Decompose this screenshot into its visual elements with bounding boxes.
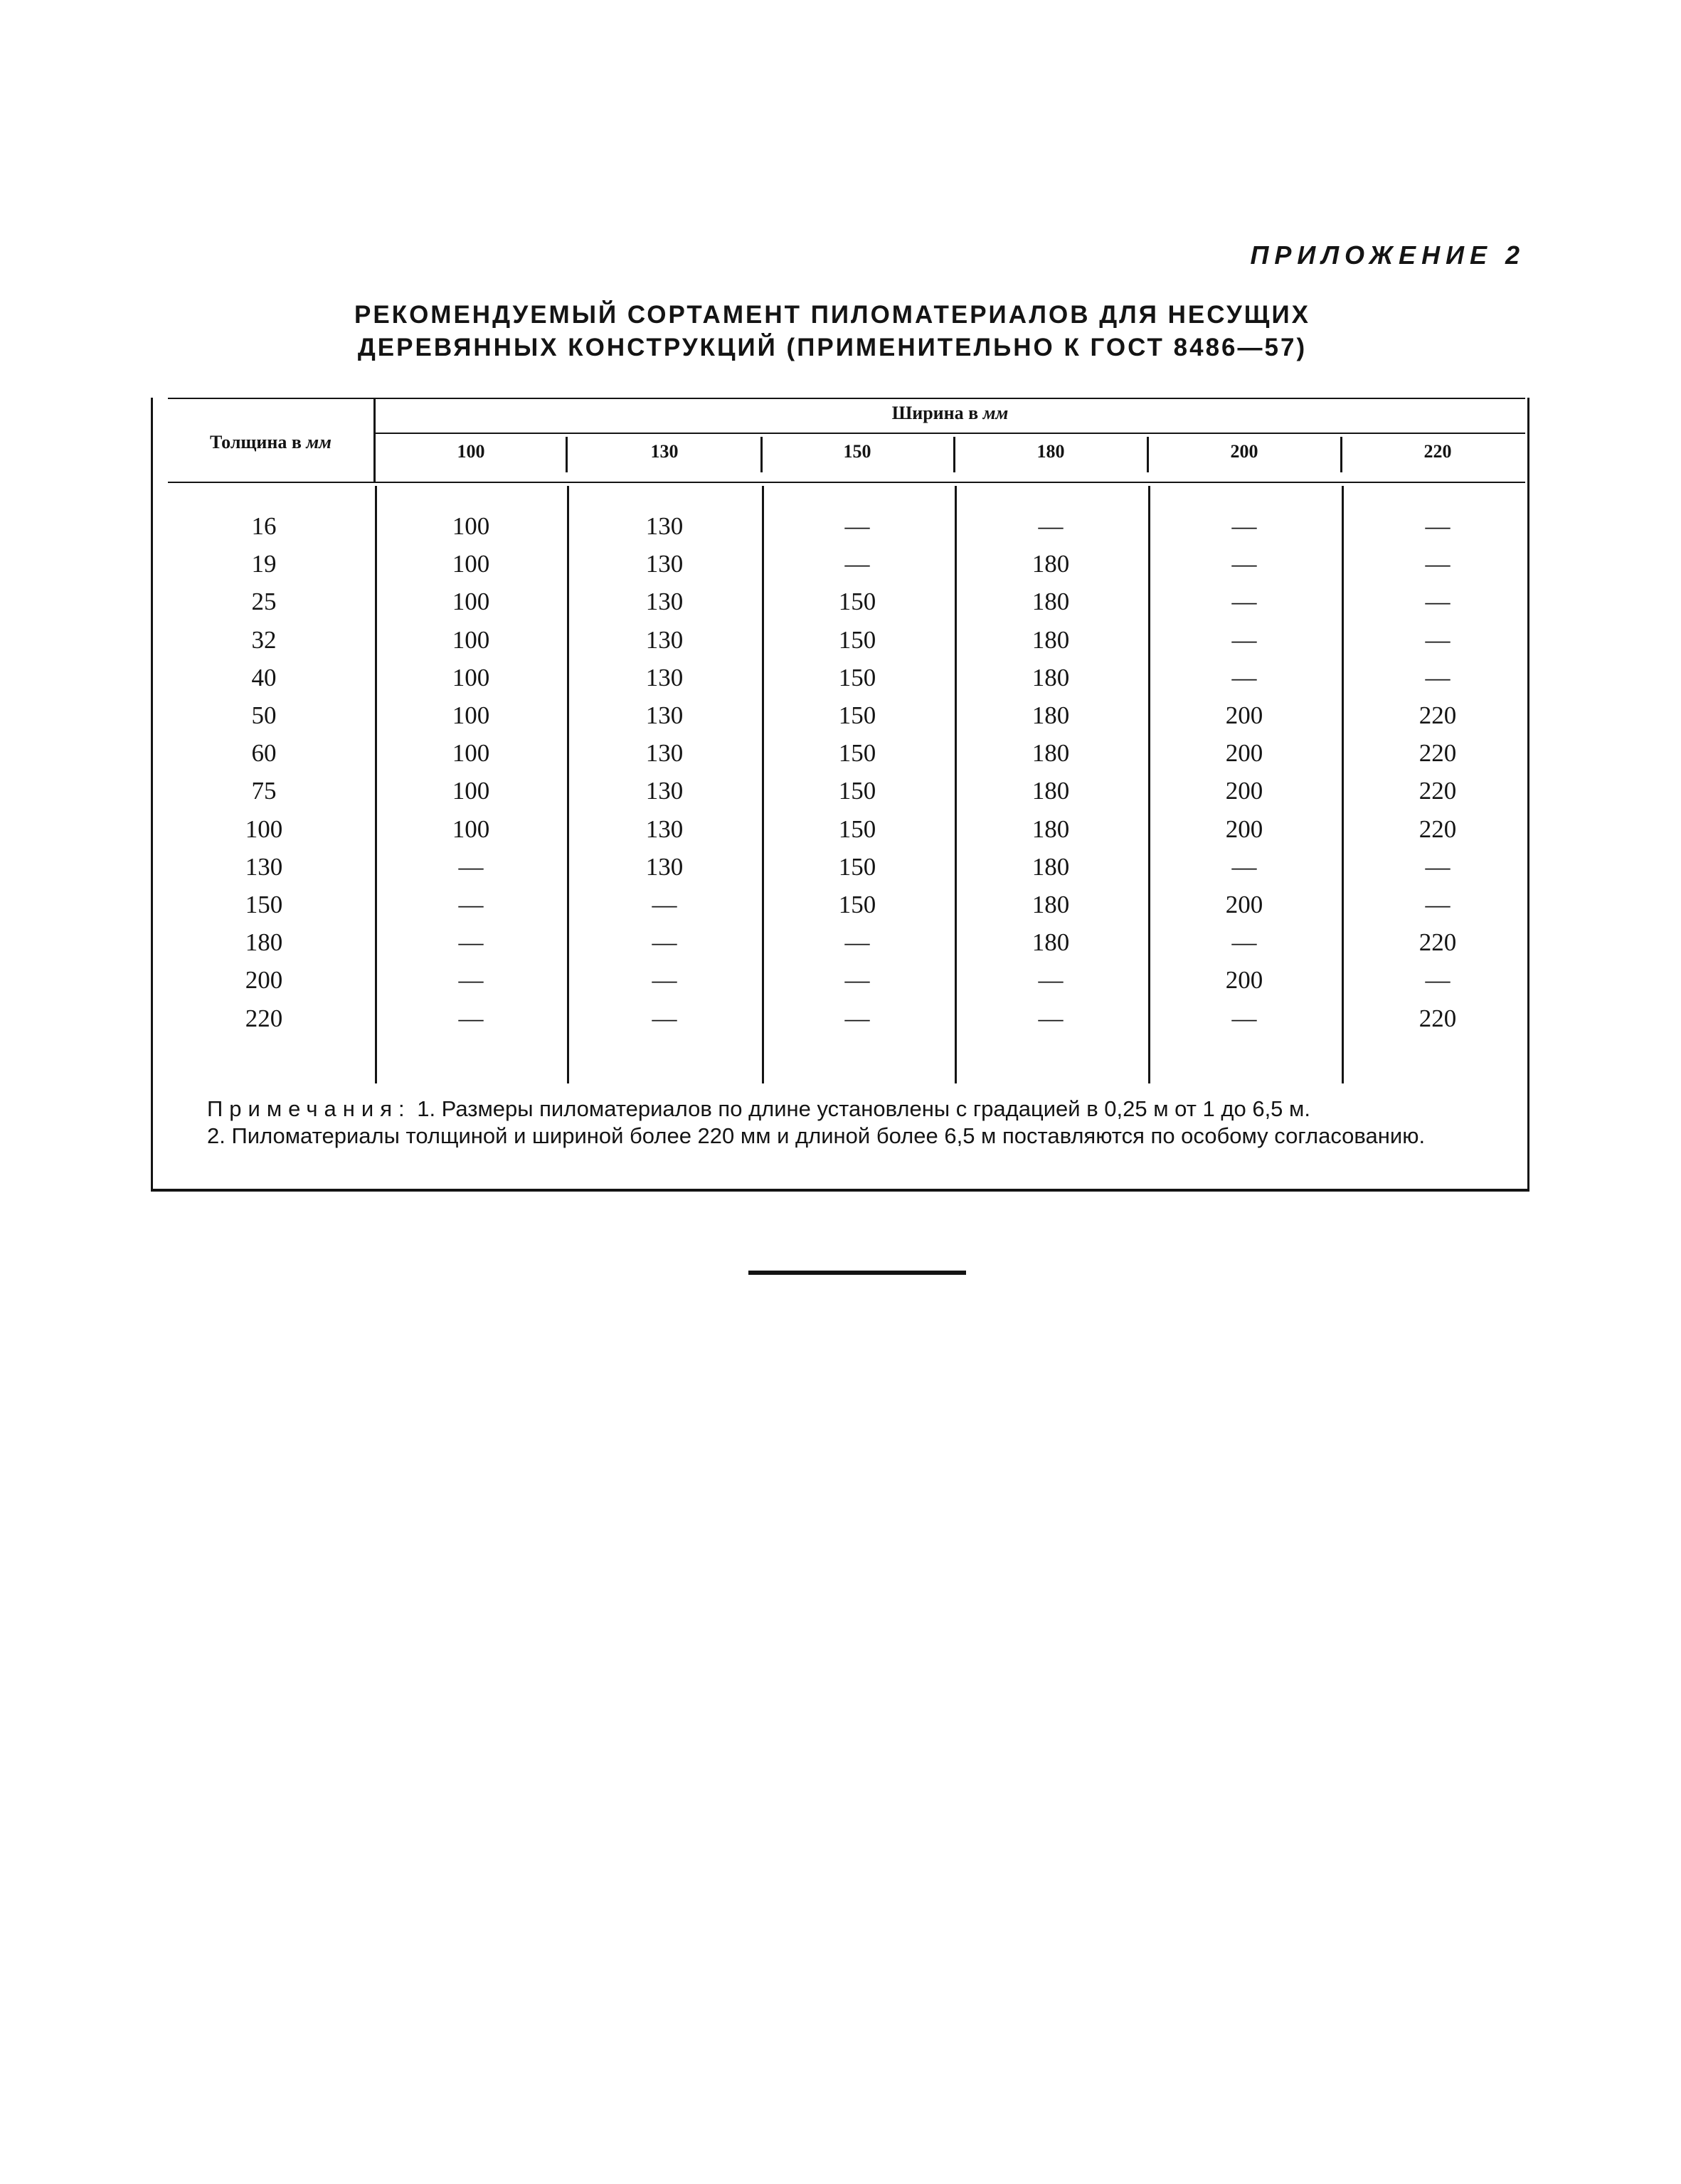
table-cell: 200	[1225, 891, 1263, 918]
table-cell: 200	[1225, 739, 1263, 768]
table-cell: 130	[645, 588, 684, 616]
table-cell: 150	[838, 891, 876, 918]
table-cell: 150	[838, 852, 876, 881]
thickness-header-unit: мм	[306, 432, 332, 452]
table-cell: 200	[1225, 701, 1263, 729]
thickness-value: 100	[245, 815, 283, 843]
width-header-label: Ширина в	[891, 403, 979, 423]
thickness-header-label: Толщина в	[210, 432, 302, 452]
table-cell: 130	[645, 512, 684, 540]
table-cell: —	[1425, 966, 1451, 995]
thickness-value: 130	[245, 852, 283, 881]
column-divider	[953, 437, 955, 472]
table-cell: 100	[452, 512, 490, 540]
table-cell: —	[1425, 588, 1451, 616]
table-cell: 220	[1418, 1004, 1457, 1032]
note-1: 1. Размеры пиломатериалов по длине установлены с градацией в 0,25 м от 1 до 6,5 м.	[417, 1096, 1310, 1121]
table-cell: 130	[645, 550, 684, 578]
table-cell: —	[1231, 852, 1257, 881]
table-top-rule	[168, 398, 1525, 399]
table-cell: 180	[1032, 588, 1070, 616]
table-cell: —	[1425, 852, 1451, 881]
table-cell: 100	[452, 815, 490, 843]
table-cell: 130	[645, 815, 684, 843]
page-title	[285, 299, 1380, 364]
table-cell: —	[844, 928, 870, 957]
table-cell: —	[1231, 625, 1257, 654]
table-cell: 180	[1032, 777, 1070, 805]
width-header-rule	[375, 433, 1525, 434]
width-column-header: 220	[1423, 441, 1452, 462]
table-cell: 100	[452, 625, 490, 654]
column-divider	[1340, 437, 1342, 472]
notes-label: Примечания:	[207, 1096, 411, 1121]
table-cell: 150	[838, 588, 876, 616]
width-column-header: 200	[1230, 441, 1258, 462]
table-cell: —	[844, 550, 870, 578]
table-cell: 100	[452, 701, 490, 729]
column-divider	[762, 486, 764, 1083]
table-cell: —	[844, 512, 870, 540]
end-rule	[748, 1271, 966, 1275]
header-bottom-rule	[168, 482, 1525, 483]
thickness-value: 60	[251, 739, 277, 768]
table-cell: —	[1038, 966, 1064, 995]
table-cell: —	[458, 891, 484, 918]
table-cell: 150	[838, 625, 876, 654]
table-cell: 130	[645, 625, 684, 654]
column-divider	[760, 437, 763, 472]
table-cell: 220	[1418, 928, 1457, 957]
appendix-label: ПРИЛОЖЕНИЕ 2	[1250, 240, 1525, 270]
table-cell: 100	[452, 550, 490, 578]
table-cell: 180	[1032, 701, 1070, 729]
column-divider	[955, 486, 957, 1083]
thickness-header	[168, 432, 373, 453]
table-cell: 180	[1032, 928, 1070, 957]
table-cell: —	[1425, 512, 1451, 540]
table-cell: —	[844, 1004, 870, 1032]
table-cell: —	[458, 852, 484, 881]
table-cell: 130	[645, 739, 684, 768]
table-cell: 150	[838, 663, 876, 691]
table-cell: 130	[645, 852, 684, 881]
table-cell: —	[652, 1004, 677, 1032]
thickness-value: 16	[251, 512, 277, 540]
table-cell: 100	[452, 588, 490, 616]
table-cell: 200	[1225, 966, 1263, 995]
width-header-unit: мм	[982, 403, 1009, 423]
thickness-value: 200	[245, 966, 283, 995]
table-cell: —	[652, 891, 677, 918]
table-cell: 180	[1032, 852, 1070, 881]
thickness-value: 40	[251, 663, 277, 691]
table-cell: 180	[1032, 625, 1070, 654]
title-line-1: РЕКОМЕНДУЕМЫЙ СОРТАМЕНТ ПИЛОМАТЕРИАЛОВ ДЛЯ НЕСУЩИХ	[354, 301, 1310, 329]
table-cell: —	[458, 928, 484, 957]
thickness-value: 150	[245, 891, 283, 918]
table-cell: 150	[838, 701, 876, 729]
table-cell: —	[844, 966, 870, 995]
column-divider	[567, 486, 569, 1083]
table-cell: 150	[838, 739, 876, 768]
table-cell: 100	[452, 663, 490, 691]
table-cell: 130	[645, 663, 684, 691]
title-line-2: ДЕРЕВЯННЫХ КОНСТРУКЦИЙ (ПРИМЕНИТЕЛЬНО К ГОСТ 8486—57)	[357, 334, 1308, 361]
width-column-header: 180	[1036, 441, 1065, 462]
table-cell: 180	[1032, 815, 1070, 843]
note-2: 2. Пиломатериалы толщиной и шириной более 220 мм и длиной более 6,5 м поставляются по особому согласованию.	[207, 1123, 1426, 1148]
table-cell: 180	[1032, 550, 1070, 578]
thickness-value: 50	[251, 701, 277, 729]
table-cell: —	[652, 966, 677, 995]
table-cell: —	[1231, 588, 1257, 616]
table-cell: 100	[452, 739, 490, 768]
column-divider	[1342, 486, 1344, 1083]
width-column-header: 100	[457, 441, 485, 462]
thickness-value: 180	[245, 928, 283, 957]
width-header	[375, 403, 1525, 424]
table-cell: —	[652, 928, 677, 957]
column-divider	[1147, 437, 1149, 472]
table-cell: —	[1425, 891, 1451, 918]
table-cell: 220	[1418, 815, 1457, 843]
table-cell: —	[458, 966, 484, 995]
table-cell: —	[1231, 550, 1257, 578]
table-cell: 180	[1032, 663, 1070, 691]
table-cell: —	[1231, 512, 1257, 540]
table-cell: —	[1038, 512, 1064, 540]
column-divider	[566, 437, 568, 472]
table-cell: 130	[645, 701, 684, 729]
thickness-value: 19	[251, 550, 277, 578]
table-cell: 220	[1418, 739, 1457, 768]
thickness-value: 220	[245, 1004, 283, 1032]
width-column-header: 150	[843, 441, 871, 462]
thickness-value: 75	[251, 777, 277, 805]
thickness-value: 25	[251, 588, 277, 616]
table-cell: 200	[1225, 815, 1263, 843]
table-cell: —	[1231, 663, 1257, 691]
thickness-value: 32	[251, 625, 277, 654]
table-cell: 150	[838, 777, 876, 805]
table-cell: —	[1425, 663, 1451, 691]
table-cell: 150	[838, 815, 876, 843]
table-cell: —	[1425, 550, 1451, 578]
table-cell: 180	[1032, 891, 1070, 918]
table-cell: 200	[1225, 777, 1263, 805]
table-cell: 220	[1418, 701, 1457, 729]
notes	[175, 1096, 1512, 1150]
note-line-1	[175, 1096, 1512, 1123]
table-cell: 180	[1032, 739, 1070, 768]
width-column-header: 130	[650, 441, 679, 462]
table-cell: 220	[1418, 777, 1457, 805]
table-cell: —	[1231, 1004, 1257, 1032]
table-cell: 130	[645, 777, 684, 805]
table-cell: 100	[452, 777, 490, 805]
table-cell: —	[1038, 1004, 1064, 1032]
table-cell: —	[1425, 625, 1451, 654]
table-cell: —	[1231, 928, 1257, 957]
thickness-column-divider-body	[375, 486, 377, 1083]
table-cell: —	[458, 1004, 484, 1032]
column-divider	[1148, 486, 1150, 1083]
